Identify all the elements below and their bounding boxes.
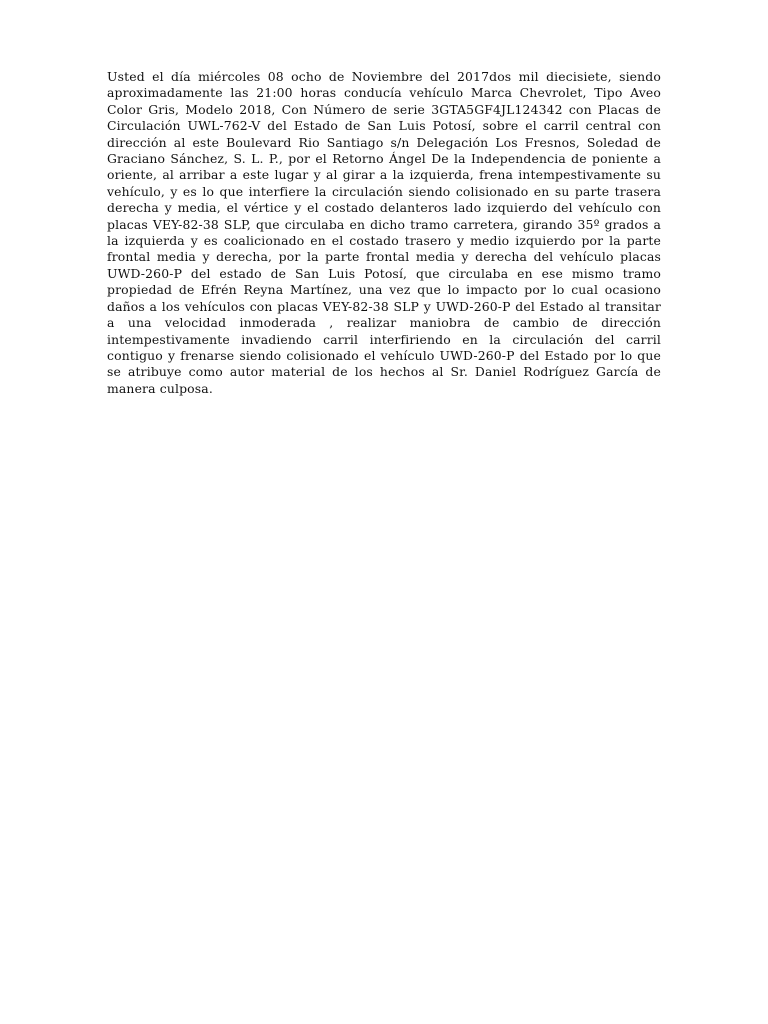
body-paragraph: Usted el día miércoles 08 ocho de Noviembre del 2017dos mil diecisiete, siendo aproximadamente las 21:00 horas conducía vehículo Marca Chevrolet, Tipo Aveo Color Gris, Modelo 2018, Con Número de serie 3GTA5GF4JL124342 con Placas de Circulación UWL-762-V del Estado de San Luis Potosí, sobre el carril central con dirección al este Boulevard Rio Santiago s/n Delegación Los Fresnos, Soledad de Graciano Sánchez, S. L. P., por el Retorno Ángel De la Independencia de poniente a oriente, al arribar a este lugar y al girar a la izquierda, frena intempestivamente su vehículo, y es lo que interfiere la circulación siendo colisionado en su parte trasera derecha y media, el vértice y el costado delanteros lado izquierdo del vehículo con placas VEY-82-38 SLP, que circulaba en dicho tramo carretera, girando 35º grados a la izquierda y es coalicionado en el costado trasero y medio izquierdo por la parte frontal media y derecha, por la parte frontal media y derecha del vehículo placas UWD-260-P del estado de San Luis Potosí, que circulaba en ese mismo tramo propiedad de Efrén Reyna Martínez, una vez que lo impacto por lo cual ocasiono daños a los vehículos con placas VEY-82-38 SLP y UWD-260-P del Estado al transitar a una velocidad inmoderada , realizar maniobra de cambio de dirección intempestivamente invadiendo carril interfiriendo en la circulación del carril contiguo y frenarse siendo colisionado el vehículo UWD-260-P del Estado por lo que se atribuye como autor material de los hechos al Sr. Daniel Rodríguez García de manera culposa. <box>107 69 661 396</box>
